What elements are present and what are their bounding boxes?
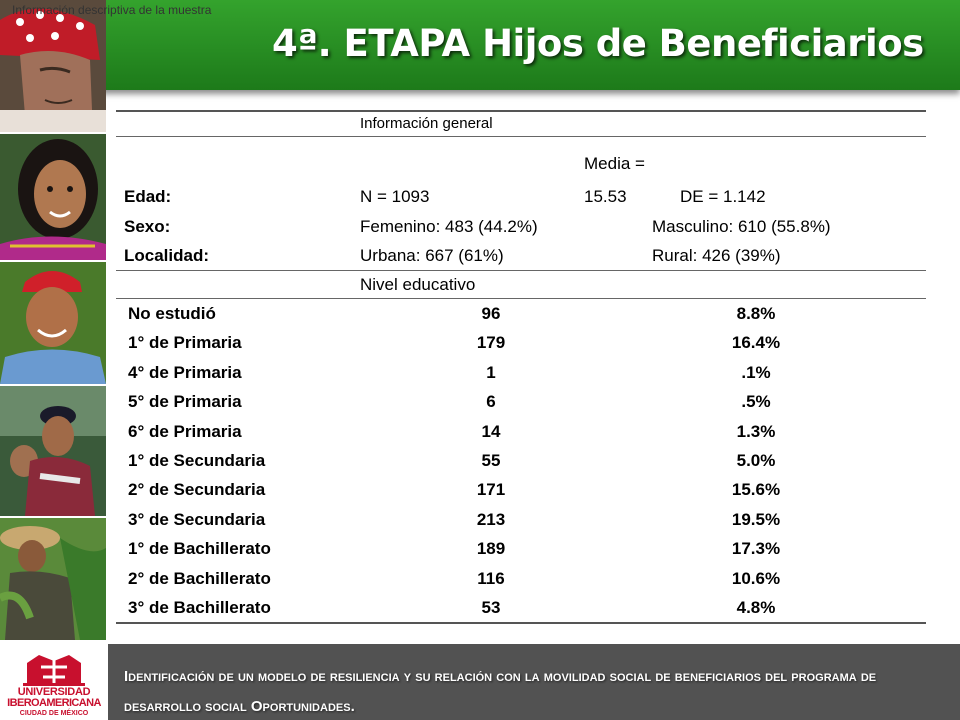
nivel-row-percent: 8.8% [736,304,776,323]
nivel-row-percent: 19.5% [731,510,781,529]
study-title: Identificación de un modelo de resiliencia y su relación con la movilidad social de beneficiarios del programa de desarrollo social Oportunidades. [124,668,877,715]
nivel-row-count: 1 [486,363,496,382]
nivel-row-percent: 4.8% [736,598,776,617]
sexo-masculino: Masculino: 610 (55.8%) [652,217,831,236]
nivel-row-count: 55 [481,451,501,470]
nivel-row-count: 189 [476,539,506,558]
iberoamericana-crest-icon [19,649,89,687]
sexo-femenino: Femenino: 483 (44.2%) [360,217,538,236]
portrait-photo-mother-child [0,386,106,516]
nivel-row-count: 179 [476,333,506,352]
nivel-row-percent: .5% [741,392,771,411]
nivel-row-label: No estudió [128,304,216,323]
nivel-row-label: 1° de Secundaria [128,451,266,470]
footer-bar [0,644,960,720]
table-top-rule [116,110,926,112]
general-info-header: Información general [360,115,493,132]
table-bottom-rule [116,622,926,624]
edad-label: Edad: [124,187,172,206]
slide-title: 4ª. ETAPA Hijos de Beneficiarios [272,22,924,65]
nivel-row-label: 4° de Primaria [128,363,242,382]
nivel-row-label: 1° de Primaria [128,333,242,352]
nivel-row-label: 3° de Secundaria [128,510,266,529]
localidad-label: Localidad: [124,246,210,265]
portrait-photo-farmer [0,518,106,640]
logo-line-iberoamericana: IBEROAMERICANA [7,697,101,709]
nivel-row-count: 14 [481,422,501,441]
sexo-label: Sexo: [124,217,171,236]
nivel-row-percent: 16.4% [731,333,781,352]
university-logo [0,644,108,720]
nivel-row-percent: 1.3% [736,422,776,441]
nivel-row-count: 171 [476,480,506,499]
localidad-urbana: Urbana: 667 (61%) [360,246,504,265]
portrait-photo-elder [0,0,106,132]
edad-de: DE = 1.142 [680,187,766,206]
nivel-row-percent: 5.0% [736,451,776,470]
nivel-row-label: 1° de Bachillerato [128,539,271,558]
portrait-photo-man-cap [0,262,106,384]
edad-media-value: 15.53 [584,187,627,206]
logo-line-universidad: UNIVERSIDAD [17,686,91,698]
nivel-header-rule [116,298,926,299]
nivel-row-percent: 10.6% [731,569,781,588]
edad-media-label: Media = [584,154,645,173]
photo-strip [0,0,106,640]
nivel-row-count: 96 [481,304,501,323]
edad-n: N = 1093 [360,187,430,206]
nivel-row-count: 213 [476,510,506,529]
localidad-rural: Rural: 426 (39%) [652,246,781,265]
nivel-row-percent: .1% [741,363,771,382]
portrait-photo-woman [0,134,106,260]
nivel-row-label: 6° de Primaria [128,422,242,441]
nivel-row-percent: 17.3% [731,539,781,558]
nivel-row-percent: 15.6% [731,480,781,499]
nivel-row-label: 2° de Bachillerato [128,569,271,588]
logo-line-ciudad: CIUDAD DE MÉXICO [19,710,89,717]
nivel-row-count: 53 [481,598,501,617]
nivel-row-count: 6 [486,392,496,411]
nivel-top-rule [116,270,926,271]
nivel-row-label: 2° de Secundaria [128,480,266,499]
nivel-educativo-header: Nivel educativo [360,275,476,294]
nivel-row-label: 5° de Primaria [128,392,242,411]
slide-caption: Información descriptiva de la muestra [12,3,212,17]
nivel-row-label: 3° de Bachillerato [128,598,271,617]
nivel-row-count: 116 [477,569,505,588]
general-header-rule [116,136,926,137]
